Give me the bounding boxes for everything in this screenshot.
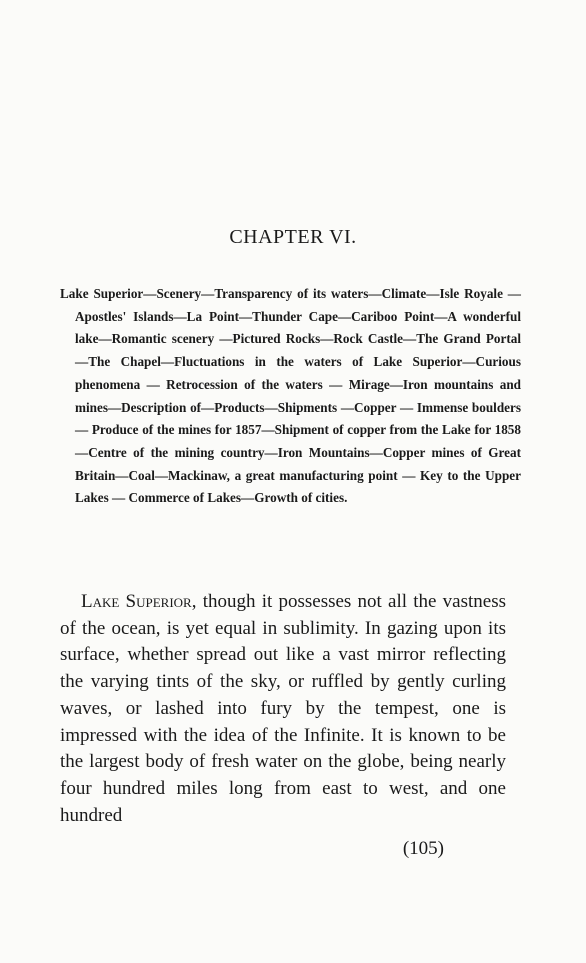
body-paragraph <box>60 589 506 829</box>
chapter-summary: Lake Superior—Scenery—Transparency of its waters—Climate—Isle Royale — Apostles' Islands—La Point—Thunder Cape—Cariboo Point—A wonderful lake—Romantic scenery —Pictured Rocks—Rock Castle—The Grand Portal—The Chapel—Fluctuations in the waters of Lake Superior—Curious phenomena — Retrocession of the waters — Mirage—Iron mountains and mines—Description of—Products—Shipments —Copper — Immense boulders — Produce of the mines for 1857—Shipment of copper from the Lake for 1858—Centre of the mining country—Iron Mountains—Copper mines of Great Britain—Coal—Mackinaw, a great manufacturing point — Key to the Upper Lakes — Commerce of Lakes—Growth of cities. <box>60 286 521 506</box>
lead-words: Lake Superior <box>81 591 192 612</box>
chapter-title: CHAPTER VI. <box>229 226 357 248</box>
page-number: (105) <box>402 838 444 859</box>
paragraph-text: , though it possesses not all the vastness of the ocean, is yet equal in sublimity. In gazing upon its surface, whether spread out like a vast mirror reflecting the varying tints of the sky, or ruffled by gently curling waves, or lashed into fury by the tempest, one is impressed with the idea of the Infinite. It is known to be the largest body of fresh water on the globe, being nearly four hundred miles long from east to west, and one hundred <box>60 591 506 826</box>
